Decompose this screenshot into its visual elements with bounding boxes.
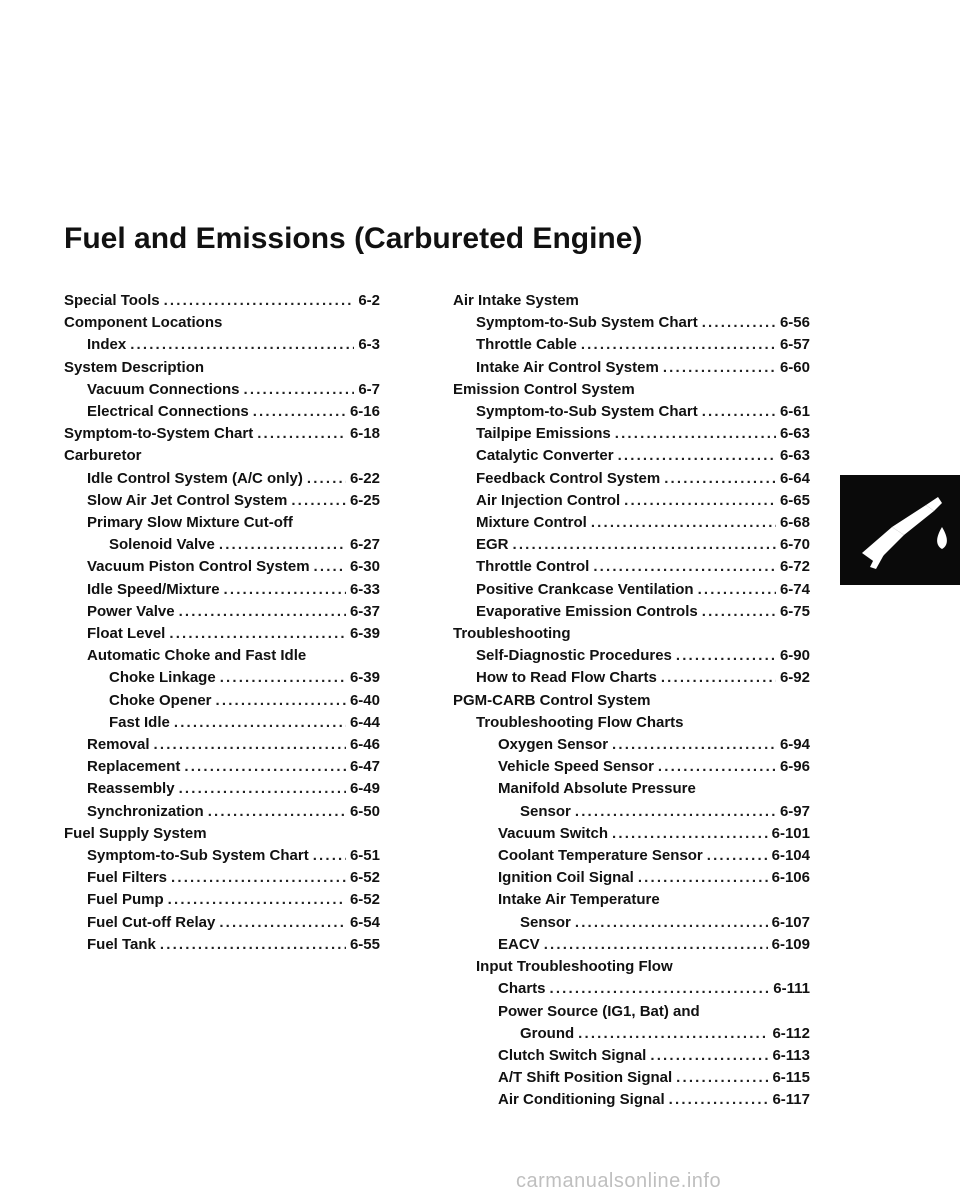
toc-entry-page: 6-65 — [779, 491, 810, 509]
dot-leader — [615, 423, 776, 445]
dot-leader — [168, 889, 346, 911]
page-title: Fuel and Emissions (Carbureted Engine) — [64, 222, 643, 255]
toc-entry — [64, 823, 380, 845]
toc-entry-label: Troubleshooting — [453, 625, 571, 643]
toc-entry-label: Choke Opener — [109, 691, 212, 709]
toc-entry — [64, 290, 380, 312]
toc-entry-page: 6-2 — [358, 292, 380, 309]
toc-entry-page: 6-52 — [349, 891, 380, 909]
dot-leader — [160, 934, 346, 956]
dot-leader — [618, 445, 776, 467]
dot-leader — [314, 556, 346, 578]
toc-entry-label: Tailpipe Emissions — [476, 425, 611, 443]
toc-entry-page: 6-52 — [349, 869, 380, 887]
toc-entry — [453, 912, 810, 934]
toc-entry-page: 6-94 — [779, 736, 810, 754]
toc-entry-label: Electrical Connections — [87, 403, 249, 421]
dot-leader — [702, 312, 776, 334]
toc-entry — [453, 956, 810, 978]
toc-entry-page: 6-49 — [349, 780, 380, 798]
toc-entry — [453, 778, 810, 800]
dot-leader — [550, 978, 770, 1000]
toc-entry-label: Air Intake System — [453, 292, 579, 309]
toc-entry-label: Positive Crankcase Ventilation — [476, 580, 694, 598]
toc-entry — [453, 845, 810, 867]
toc-entry — [453, 801, 810, 823]
toc-entry-page: 6-51 — [349, 847, 380, 865]
toc-entry — [64, 623, 380, 645]
toc-entry — [64, 423, 380, 445]
toc-entry-label: Catalytic Converter — [476, 447, 614, 465]
toc-entry-label: Manifold Absolute Pressure — [498, 780, 696, 798]
toc-entry-label: Fuel Pump — [87, 891, 164, 909]
toc-entry — [453, 556, 810, 578]
toc-entry-page: 6-115 — [772, 1069, 810, 1087]
toc-entry — [64, 357, 380, 379]
toc-entry-label: Power Valve — [87, 602, 175, 620]
toc-entry-label: Oxygen Sensor — [498, 736, 609, 754]
toc-entry-page: 6-97 — [779, 802, 810, 820]
dot-leader — [575, 801, 776, 823]
toc-entry-label: Throttle Cable — [476, 336, 577, 354]
toc-entry-page: 6-22 — [349, 469, 380, 487]
toc-entry-page: 6-117 — [772, 1091, 810, 1109]
toc-entry — [453, 312, 810, 334]
dot-leader — [698, 579, 776, 601]
toc-entry-label: EGR — [476, 536, 509, 554]
dot-leader — [612, 823, 768, 845]
dot-leader — [650, 1045, 768, 1067]
toc-left-column — [64, 290, 380, 956]
toc-entry-label: Reassembly — [87, 780, 175, 798]
toc-entry-page: 6-70 — [779, 536, 810, 554]
dot-leader — [219, 534, 346, 556]
toc-entry — [453, 756, 810, 778]
footer-watermark: carmanualsonline.info — [516, 1170, 722, 1192]
dot-leader — [513, 534, 776, 556]
toc-entry — [64, 712, 380, 734]
toc-entry-page: 6-33 — [349, 580, 380, 598]
toc-entry — [64, 401, 380, 423]
toc-entry — [453, 1089, 810, 1111]
toc-entry-page: 6-50 — [349, 802, 380, 820]
toc-entry-label: Vehicle Speed Sensor — [498, 758, 654, 776]
dot-leader — [169, 623, 346, 645]
toc-entry — [64, 468, 380, 490]
dot-leader — [663, 357, 776, 379]
toc-entry-label: Symptom-to-Sub System Chart — [87, 847, 309, 865]
toc-entry-page: 6-47 — [349, 758, 380, 776]
dot-leader — [658, 756, 776, 778]
toc-entry-page: 6-63 — [779, 447, 810, 465]
toc-entry — [64, 579, 380, 601]
toc-entry — [64, 490, 380, 512]
toc-entry-label: Fuel Supply System — [64, 824, 207, 842]
toc-entry-page: 6-72 — [779, 558, 810, 576]
toc-entry — [453, 290, 810, 312]
dot-leader — [179, 778, 346, 800]
toc-entry-label: Float Level — [87, 625, 166, 643]
toc-entry-page: 6-39 — [349, 625, 380, 643]
toc-entry-label: Throttle Control — [476, 558, 590, 576]
toc-entry-label: Component Locations — [64, 314, 223, 332]
toc-entry-page: 6-54 — [349, 913, 380, 931]
toc-entry-page: 6-106 — [771, 869, 810, 887]
toc-entry — [453, 645, 810, 667]
dot-leader — [575, 912, 768, 934]
toc-entry-label: Idle Speed/Mixture — [87, 580, 220, 598]
toc-entry-label: Ground — [520, 1024, 575, 1042]
toc-entry-page: 6-44 — [349, 713, 380, 731]
toc-entry-page: 6-57 — [779, 336, 810, 354]
fuel-nozzle-icon — [840, 475, 960, 585]
toc-entry — [64, 690, 380, 712]
toc-entry-page: 6-113 — [772, 1046, 810, 1064]
toc-entry-label: Input Troubleshooting Flow — [476, 958, 673, 976]
toc-entry — [64, 512, 380, 534]
toc-entry-page: 6-64 — [779, 469, 810, 487]
section-tab — [840, 475, 960, 585]
toc-entry-page: 6-112 — [772, 1024, 810, 1042]
toc-entry-label: Ignition Coil Signal — [498, 869, 634, 887]
toc-entry — [64, 867, 380, 889]
dot-leader — [220, 667, 346, 689]
dot-leader — [702, 601, 776, 623]
toc-entry — [64, 778, 380, 800]
toc-entry-label: Primary Slow Mixture Cut-off — [87, 514, 293, 532]
dot-leader — [624, 490, 776, 512]
toc-entry-page: 6-16 — [349, 403, 380, 421]
toc-entry — [453, 379, 810, 401]
toc-entry — [64, 845, 380, 867]
toc-entry — [64, 312, 380, 334]
dot-leader — [184, 756, 346, 778]
toc-entry — [64, 534, 380, 556]
dot-leader — [208, 801, 346, 823]
toc-entry-label: Coolant Temperature Sensor — [498, 847, 703, 865]
toc-entry-label: Self-Diagnostic Procedures — [476, 647, 672, 665]
dot-leader — [257, 423, 346, 445]
toc-entry — [453, 823, 810, 845]
toc-entry-label: Idle Control System (A/C only) — [87, 469, 303, 487]
toc-entry-label: Choke Linkage — [109, 669, 216, 687]
toc-entry-label: Vacuum Connections — [87, 380, 240, 398]
toc-entry — [453, 445, 810, 467]
toc-entry — [453, 734, 810, 756]
dot-leader — [179, 601, 346, 623]
toc-entry-page: 6-30 — [349, 558, 380, 576]
toc-entry — [64, 601, 380, 623]
dot-leader — [313, 845, 346, 867]
toc-entry-page: 6-40 — [349, 691, 380, 709]
toc-entry-label: PGM-CARB Control System — [453, 691, 651, 709]
toc-entry — [453, 690, 810, 712]
toc-entry-page: 6-37 — [349, 602, 380, 620]
dot-leader — [171, 867, 346, 889]
toc-entry — [453, 401, 810, 423]
toc-entry-label: Clutch Switch Signal — [498, 1046, 647, 1064]
toc-entry-page: 6-3 — [358, 336, 380, 354]
toc-entry-page: 6-104 — [771, 847, 810, 865]
dot-leader — [676, 1067, 768, 1089]
dot-leader — [707, 845, 768, 867]
toc-entry-label: Air Injection Control — [476, 491, 621, 509]
toc-entry — [64, 667, 380, 689]
toc-entry-page: 6-101 — [771, 824, 810, 842]
toc-entry-label: Slow Air Jet Control System — [87, 491, 288, 509]
toc-entry-page: 6-111 — [773, 980, 810, 998]
dot-leader — [612, 734, 776, 756]
toc-entry-label: Synchronization — [87, 802, 204, 820]
toc-entry-page: 6-46 — [349, 736, 380, 754]
toc-entry — [64, 645, 380, 667]
toc-entry-label: Symptom-to-Sub System Chart — [476, 403, 698, 421]
toc-entry-label: Symptom-to-System Chart — [64, 425, 254, 443]
dot-leader — [291, 490, 346, 512]
toc-entry — [453, 934, 810, 956]
toc-entry-page: 6-92 — [779, 669, 810, 687]
toc-entry — [453, 1067, 810, 1089]
toc-entry-page: 6-27 — [349, 536, 380, 554]
dot-leader — [593, 556, 776, 578]
toc-entry-page: 6-39 — [349, 669, 380, 687]
toc-entry-label: Evaporative Emission Controls — [476, 602, 698, 620]
toc-entry-page: 6-68 — [779, 514, 810, 532]
toc-entry-label: Power Source (IG1, Bat) and — [498, 1002, 700, 1020]
toc-entry-label: Automatic Choke and Fast Idle — [87, 647, 307, 665]
dot-leader — [544, 934, 768, 956]
toc-entry-label: System Description — [64, 358, 205, 376]
toc-entry — [64, 379, 380, 401]
toc-entry-label: Symptom-to-Sub System Chart — [476, 314, 698, 332]
toc-entry-label: Removal — [87, 736, 150, 754]
toc-entry-label: EACV — [498, 935, 540, 953]
dot-leader — [664, 468, 776, 490]
toc-entry-page: 6-63 — [779, 425, 810, 443]
toc-entry — [453, 1045, 810, 1067]
toc-entry-page: 6-107 — [771, 913, 810, 931]
toc-entry-label: Sensor — [520, 802, 571, 820]
toc-entry-label: Troubleshooting Flow Charts — [476, 713, 684, 731]
toc-entry — [453, 1001, 810, 1023]
toc-entry-label: Solenoid Valve — [109, 536, 215, 554]
toc-entry — [453, 579, 810, 601]
toc-entry-label: A/T Shift Position Signal — [498, 1069, 673, 1087]
dot-leader — [702, 401, 776, 423]
toc-entry-label: Fuel Filters — [87, 869, 168, 887]
toc-entry — [64, 934, 380, 956]
toc-entry-label: Index — [87, 336, 127, 354]
toc-entry — [64, 556, 380, 578]
toc-entry — [453, 867, 810, 889]
toc-entry-page: 6-74 — [779, 580, 810, 598]
toc-entry — [453, 712, 810, 734]
toc-entry — [453, 334, 810, 356]
toc-entry-page: 6-56 — [779, 314, 810, 332]
toc-entry-label: Fuel Tank — [87, 935, 156, 953]
toc-entry-label: Fast Idle — [109, 713, 170, 731]
toc-entry-label: Mixture Control — [476, 514, 587, 532]
dot-leader — [669, 1089, 769, 1111]
toc-entry — [64, 912, 380, 934]
toc-entry — [64, 889, 380, 911]
dot-leader — [224, 579, 346, 601]
toc-entry-label: Charts — [498, 980, 546, 998]
dot-leader — [154, 734, 346, 756]
toc-entry-label: Vacuum Switch — [498, 824, 609, 842]
toc-entry-label: Replacement — [87, 758, 181, 776]
toc-entry-page: 6-18 — [349, 425, 380, 443]
dot-leader — [591, 512, 776, 534]
toc-entry — [453, 1023, 810, 1045]
toc-entry-page: 6-61 — [779, 403, 810, 421]
toc-entry — [453, 534, 810, 556]
toc-entry — [453, 978, 810, 1000]
toc-entry-label: Feedback Control System — [476, 469, 661, 487]
toc-entry — [64, 756, 380, 778]
toc-entry — [64, 801, 380, 823]
toc-entry-label: How to Read Flow Charts — [476, 669, 657, 687]
dot-leader — [578, 1023, 768, 1045]
toc-entry — [453, 468, 810, 490]
toc-entry-label: Emission Control System — [453, 380, 635, 398]
toc-entry-label: Vacuum Piston Control System — [87, 558, 310, 576]
dot-leader — [164, 290, 355, 312]
toc-entry — [453, 490, 810, 512]
toc-entry-page: 6-60 — [779, 358, 810, 376]
toc-entry-label: Special Tools — [64, 292, 160, 309]
dot-leader — [219, 912, 346, 934]
toc-entry-page: 6-25 — [349, 491, 380, 509]
toc-right-column — [453, 290, 810, 1112]
toc-entry-page: 6-75 — [779, 602, 810, 620]
dot-leader — [676, 645, 776, 667]
toc-entry — [453, 357, 810, 379]
toc-entry-label: Intake Air Control System — [476, 358, 659, 376]
toc-entry — [64, 334, 380, 356]
dot-leader — [244, 379, 355, 401]
dot-leader — [174, 712, 346, 734]
toc-entry — [453, 667, 810, 689]
toc-entry-page: 6-55 — [349, 935, 380, 953]
toc-entry — [453, 423, 810, 445]
toc-entry — [453, 512, 810, 534]
dot-leader — [130, 334, 354, 356]
toc-entry — [64, 445, 380, 467]
dot-leader — [638, 867, 768, 889]
toc-entry-label: Sensor — [520, 913, 571, 931]
toc-entry-page: 6-7 — [358, 380, 380, 398]
toc-entry — [453, 889, 810, 911]
toc-entry — [64, 734, 380, 756]
toc-entry-label: Fuel Cut-off Relay — [87, 913, 216, 931]
dot-leader — [581, 334, 776, 356]
toc-entry-page: 6-96 — [779, 758, 810, 776]
toc-entry-page: 6-109 — [771, 935, 810, 953]
dot-leader — [253, 401, 346, 423]
toc-entry-label: Intake Air Temperature — [498, 891, 660, 909]
toc-entry-page: 6-90 — [779, 647, 810, 665]
toc-entry — [453, 623, 810, 645]
dot-leader — [661, 667, 776, 689]
toc-entry-label: Air Conditioning Signal — [498, 1091, 665, 1109]
toc-entry — [453, 601, 810, 623]
toc-entry-label: Carburetor — [64, 447, 142, 465]
dot-leader — [216, 690, 346, 712]
dot-leader — [307, 468, 346, 490]
